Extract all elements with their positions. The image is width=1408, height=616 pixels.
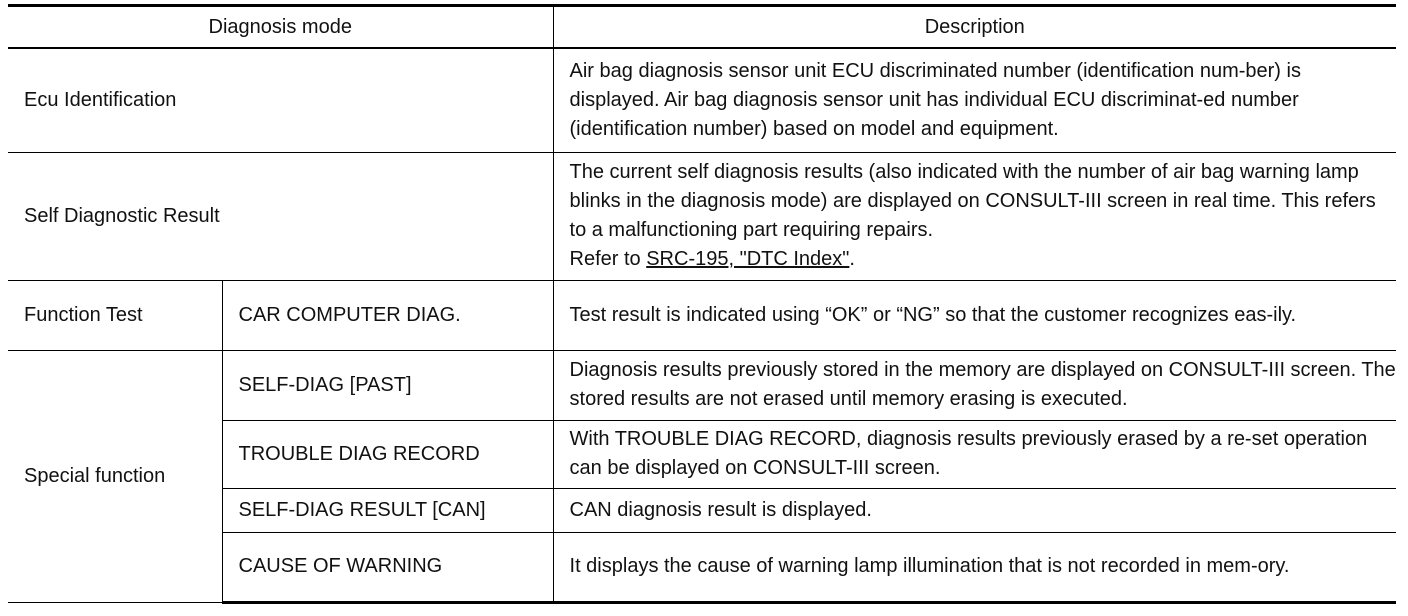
description-cell: Test result is indicated using “OK” or “NG” so that the customer recognizes eas-ily. [553,280,1396,350]
sub-mode-cell: SELF-DIAG RESULT [CAN] [222,488,553,532]
table-row [8,280,1396,350]
description-cell: With TROUBLE DIAG RECORD, diagnosis results previously erased by a re-set operation can be displayed on CONSULT-III screen. [553,420,1396,488]
mode-cell: Function Test [8,280,222,350]
table-row [8,48,1396,152]
table-row [8,152,1396,280]
header-description: Description [553,6,1396,49]
mode-cell: Self Diagnostic Result [8,152,553,280]
sub-mode-cell: TROUBLE DIAG RECORD [222,420,553,488]
mode-cell: Ecu Identification [8,48,553,152]
description-cell [553,152,1396,280]
dtc-index-link[interactable]: SRC-195, "DTC Index" [646,248,850,270]
table-header-row [8,6,1396,49]
diagnosis-mode-table [8,4,1396,604]
description-text: The current self diagnosis results (also indicated with the number of air bag warning lamp blinks in the diagnosis mode) are displayed on CONSULT-III screen in real time. This refers to a malfunctioning part requiring repairs. [569,161,1376,241]
refer-prefix: Refer to [569,248,647,270]
sub-mode-cell: CAR COMPUTER DIAG. [222,280,553,350]
header-diagnosis-mode: Diagnosis mode [8,6,553,49]
sub-mode-cell: CAUSE OF WARNING [222,532,553,602]
description-cell: CAN diagnosis result is displayed. [553,488,1396,532]
description-cell: Air bag diagnosis sensor unit ECU discriminated number (identification num-ber) is displayed. Air bag diagnosis sensor unit has individual ECU discriminat-ed number (identification number) based on model and equipment. [553,48,1396,152]
description-cell: Diagnosis results previously stored in the memory are displayed on CONSULT-III screen. The stored results are not erased until memory erasing is executed. [553,350,1396,420]
sub-mode-cell: SELF-DIAG [PAST] [222,350,553,420]
refer-suffix: . [849,248,855,270]
description-cell: It displays the cause of warning lamp illumination that is not recorded in mem-ory. [553,532,1396,602]
mode-cell: Special function [8,350,222,602]
table-row [8,350,1396,420]
